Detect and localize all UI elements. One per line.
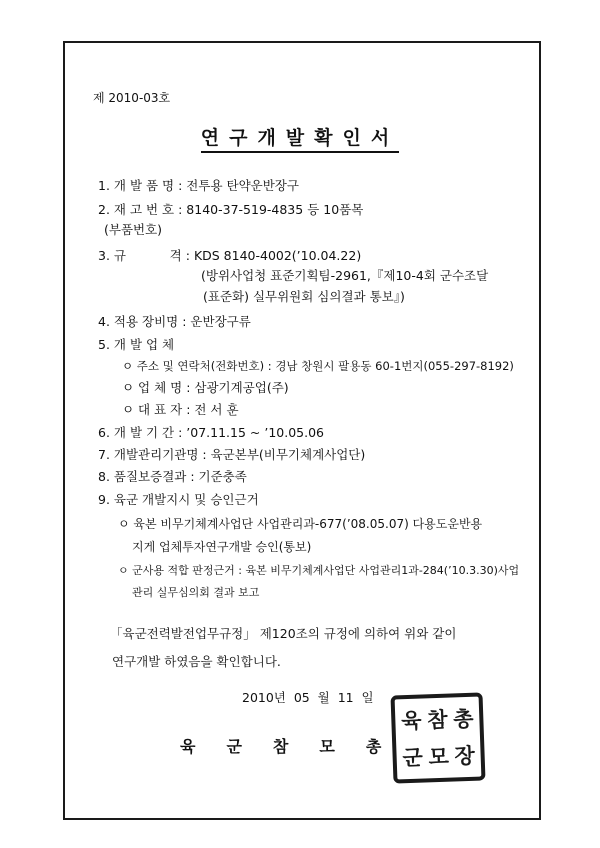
official-seal	[390, 692, 485, 783]
item-basis-line-3: ㅇ 군사용 적합 판정근거 : 육본 비무기체계사업단 사업관리1과-284(’10.3.30)사업	[118, 564, 520, 577]
item-agency-label: 7. 개발관리기관명 :	[98, 447, 207, 462]
item-spec	[98, 248, 361, 264]
seal-char: 군	[402, 744, 424, 771]
item-company-name: ㅇ 업 체 명 : 삼광기계공업(주)	[122, 380, 289, 395]
item-quality-label: 8. 품질보증결과 :	[98, 469, 195, 484]
item-equipment	[98, 314, 251, 330]
item-stock-value: 8140-37-519-4835 등 10품목	[186, 202, 364, 217]
item-equipment-label: 4. 적용 장비명 :	[98, 314, 187, 329]
item-agency	[98, 447, 365, 463]
seal-char: 모	[428, 743, 450, 770]
item-product	[98, 178, 299, 194]
item-basis-line-4: 관리 실무심의회 결과 보고	[132, 586, 260, 599]
statement-line-2: 연구개발 하였음을 확인합니다.	[112, 654, 281, 669]
document-number: 제 2010-03호	[93, 91, 171, 105]
seal-char: 참	[426, 706, 448, 733]
item-stock-sub: (부품번호)	[104, 222, 163, 237]
item-spec-label: 3. 규 격 :	[98, 248, 190, 263]
item-stock-label: 2. 재 고 번 호 :	[98, 202, 183, 217]
item-quality	[98, 469, 247, 485]
item-basis-label: 9. 육군 개발지시 및 승인근거	[98, 492, 259, 507]
item-period-label: 6. 개 발 기 간 :	[98, 425, 183, 440]
item-stock	[98, 202, 363, 218]
item-period-value: ’07.11.15 ~ ’10.05.06	[186, 425, 324, 440]
item-equipment-value: 운반장구류	[190, 314, 251, 329]
item-product-label: 1. 개 발 품 명 :	[98, 178, 183, 193]
item-quality-value: 기준충족	[198, 469, 247, 484]
item-company-label: 5. 개 발 업 체	[98, 337, 175, 352]
item-spec-note-1: (방위사업청 표준기획팀-2961,『제10-4회 군수조달	[201, 268, 489, 283]
statement-line-1: 「육군전력발전업무규정」 제120조의 규정에 의하여 위와 같이	[110, 626, 457, 641]
document-title	[0, 123, 600, 150]
seal-char: 장	[454, 742, 476, 769]
issuer-name: 육군참모총	[180, 737, 413, 756]
item-company-address: ㅇ 주소 및 연락처(전화번호) : 경남 창원시 팔용동 60-1번지(055-297-8192)	[122, 359, 514, 373]
item-company-ceo: ㅇ 대 표 자 : 전 서 훈	[122, 402, 239, 417]
seal-char: 총	[452, 705, 474, 732]
item-product-value: 전투용 탄약운반장구	[186, 178, 299, 193]
item-agency-value: 육군본부(비무기체계사업단)	[210, 447, 366, 462]
item-basis-line-2: 지게 업체투자연구개발 승인(통보)	[132, 540, 312, 554]
item-basis-line-1: ㅇ 육본 비무기체계사업단 사업관리과-677(’08.05.07) 다용도운반용	[118, 517, 483, 531]
document-title-text: 연구개발확인서	[201, 127, 399, 153]
item-spec-value: KDS 8140-4002(’10.04.22)	[193, 248, 362, 263]
item-spec-note-2: (표준화) 실무위원회 심의결과 통보』)	[203, 289, 405, 304]
issue-date: 2010년 05 월 11 일	[242, 690, 374, 705]
item-period	[98, 425, 324, 441]
seal-char: 육	[400, 707, 422, 734]
